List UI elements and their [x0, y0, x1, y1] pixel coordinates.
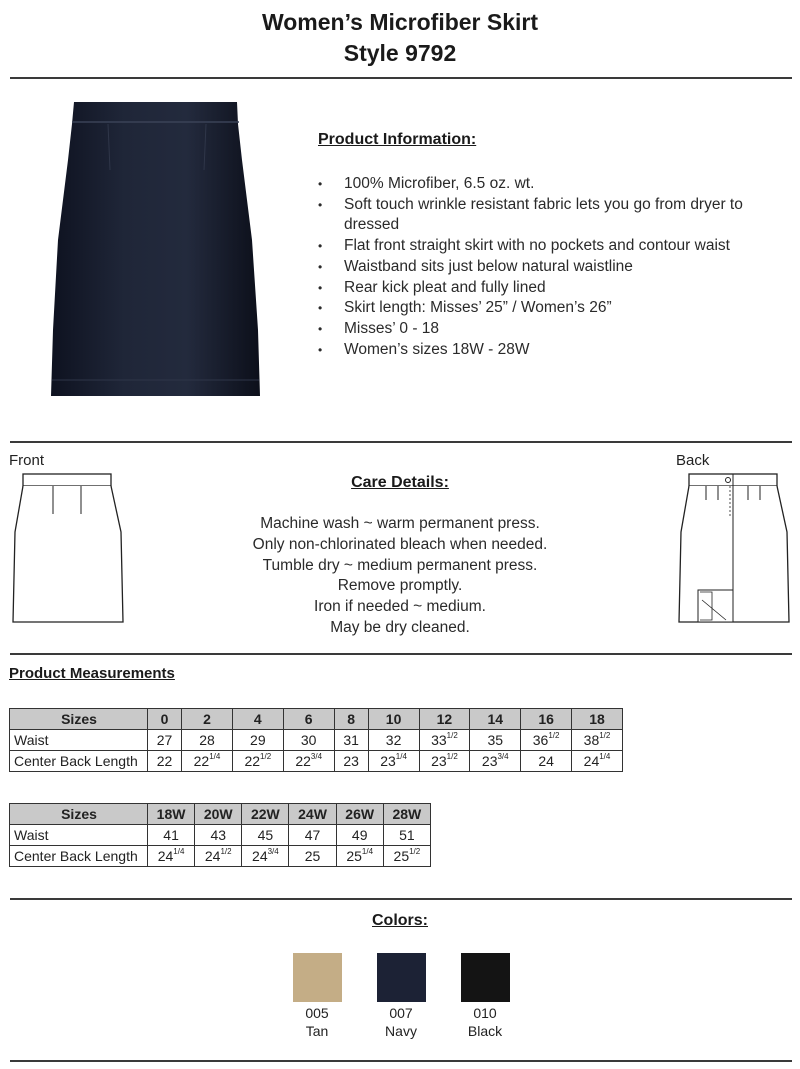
- length-cell: $23^{3/4}$: [470, 751, 521, 772]
- size-header-cell: 6: [283, 709, 334, 730]
- front-label: Front: [9, 452, 45, 469]
- product-info-heading: Product Information:: [318, 131, 477, 148]
- length-cell: $25^{1/4}$: [336, 846, 383, 867]
- waist-cell: 32: [368, 730, 419, 751]
- waist-label: Waist: [10, 730, 148, 751]
- care-line: Only non-chlorinated bleach when needed.: [252, 535, 548, 553]
- care-line: Iron if needed ~ medium.: [314, 598, 486, 616]
- size-header-cell: 24W: [289, 804, 336, 825]
- size-header-cell: 18W: [148, 804, 195, 825]
- length-cell: $24^{1/4}$: [148, 846, 195, 867]
- care-line: Tumble dry ~ medium permanent press.: [262, 556, 538, 574]
- list-item: • Women’s sizes 18W - 28W: [318, 340, 768, 361]
- length-cell: $24^{1/4}$: [572, 751, 623, 772]
- waist-cell: 47: [289, 825, 336, 846]
- colors-heading: Colors:: [372, 912, 428, 929]
- list-item: • Soft touch wrinkle resistant fabric lets you go from dryer to dressed: [318, 195, 768, 236]
- care-line: Remove promptly.: [337, 577, 463, 595]
- swatch-navy: [377, 953, 426, 1002]
- waist-cell: 45: [242, 825, 289, 846]
- product-info-list: [318, 174, 768, 360]
- swatch-label-tan: [277, 1004, 357, 1040]
- swatch-label-navy: [361, 1004, 441, 1040]
- waist-cell: $36^{1/2}$: [521, 730, 572, 751]
- waist-cell: 29: [232, 730, 283, 751]
- length-cell: $22^{3/4}$: [283, 751, 334, 772]
- swatch-black: [461, 953, 510, 1002]
- swatch-tan: [293, 953, 342, 1002]
- care-line: May be dry cleaned.: [330, 618, 470, 636]
- size-header-cell: 2: [182, 709, 233, 730]
- size-header-cell: 14: [470, 709, 521, 730]
- color-code: 007: [389, 1005, 413, 1021]
- care-heading: Care Details:: [351, 474, 449, 491]
- size-header-cell: 0: [148, 709, 182, 730]
- care-instructions: [200, 514, 600, 639]
- color-name: Tan: [305, 1023, 329, 1039]
- size-header-cell: 10: [368, 709, 419, 730]
- length-row: [10, 751, 623, 772]
- sizes-header: Sizes: [10, 804, 148, 825]
- back-label: Back: [676, 452, 710, 469]
- length-row: [10, 846, 431, 867]
- misses-measurements-table: [9, 708, 623, 772]
- page-title: Women’s Microfiber Skirt: [261, 9, 539, 35]
- color-code: 010: [473, 1005, 497, 1021]
- back-sketch-diagram: [676, 472, 792, 624]
- divider: [10, 653, 792, 655]
- waist-label: Waist: [10, 825, 148, 846]
- waist-cell: 43: [195, 825, 242, 846]
- color-name: Black: [467, 1023, 503, 1039]
- waist-cell: 27: [148, 730, 182, 751]
- list-item: • Flat front straight skirt with no pockets and contour waist: [318, 236, 768, 257]
- size-header-cell: 22W: [242, 804, 289, 825]
- divider: [10, 898, 792, 900]
- size-header-cell: 26W: [336, 804, 383, 825]
- waist-cell: 30: [283, 730, 334, 751]
- waist-cell: $38^{1/2}$: [572, 730, 623, 751]
- womens-measurements-table: [9, 803, 431, 867]
- size-header-cell: 12: [419, 709, 470, 730]
- length-cell: $22^{1/4}$: [182, 751, 233, 772]
- length-cell: $24^{1/2}$: [195, 846, 242, 867]
- waist-cell: 51: [383, 825, 430, 846]
- divider: [10, 1060, 792, 1062]
- length-cell: $22^{1/2}$: [232, 751, 283, 772]
- size-header-cell: 20W: [195, 804, 242, 825]
- waist-cell: 35: [470, 730, 521, 751]
- size-header-cell: 28W: [383, 804, 430, 825]
- length-cell: $23^{1/2}$: [419, 751, 470, 772]
- sizes-header: Sizes: [10, 709, 148, 730]
- table-header-row: [10, 804, 431, 825]
- waist-row: [10, 730, 623, 751]
- size-header-cell: 18: [572, 709, 623, 730]
- size-header-cell: 4: [232, 709, 283, 730]
- measurements-heading: Product Measurements: [9, 665, 175, 682]
- length-cell: 22: [148, 751, 182, 772]
- waist-cell: 31: [334, 730, 368, 751]
- skirt-product-photo: [48, 100, 263, 400]
- length-cell: $25^{1/2}$: [383, 846, 430, 867]
- color-name: Navy: [385, 1023, 417, 1039]
- waist-cell: 28: [182, 730, 233, 751]
- list-item: • 100% Microfiber, 6.5 oz. wt.: [318, 174, 768, 195]
- table-header-row: [10, 709, 623, 730]
- waist-row: [10, 825, 431, 846]
- waist-cell: 41: [148, 825, 195, 846]
- swatch-label-black: [445, 1004, 525, 1040]
- size-header-cell: 16: [521, 709, 572, 730]
- color-code: 005: [305, 1005, 329, 1021]
- divider: [10, 441, 792, 443]
- list-item: • Skirt length: Misses’ 25” / Women’s 26”: [318, 298, 768, 319]
- divider: [10, 77, 792, 79]
- style-number: Style 9792: [343, 40, 457, 66]
- size-header-cell: 8: [334, 709, 368, 730]
- list-item: • Waistband sits just below natural waistline: [318, 257, 768, 278]
- care-line: Machine wash ~ warm permanent press.: [260, 515, 540, 532]
- waist-cell: $33^{1/2}$: [419, 730, 470, 751]
- length-cell: $24^{3/4}$: [242, 846, 289, 867]
- length-label: Center Back Length: [10, 751, 148, 772]
- length-label: Center Back Length: [10, 846, 148, 867]
- length-cell: 25: [289, 846, 336, 867]
- list-item: • Misses’ 0 - 18: [318, 319, 768, 340]
- length-cell: 23: [334, 751, 368, 772]
- front-sketch-diagram: [10, 472, 126, 624]
- list-item: • Rear kick pleat and fully lined: [318, 278, 768, 299]
- length-cell: 24: [521, 751, 572, 772]
- length-cell: $23^{1/4}$: [368, 751, 419, 772]
- waist-cell: 49: [336, 825, 383, 846]
